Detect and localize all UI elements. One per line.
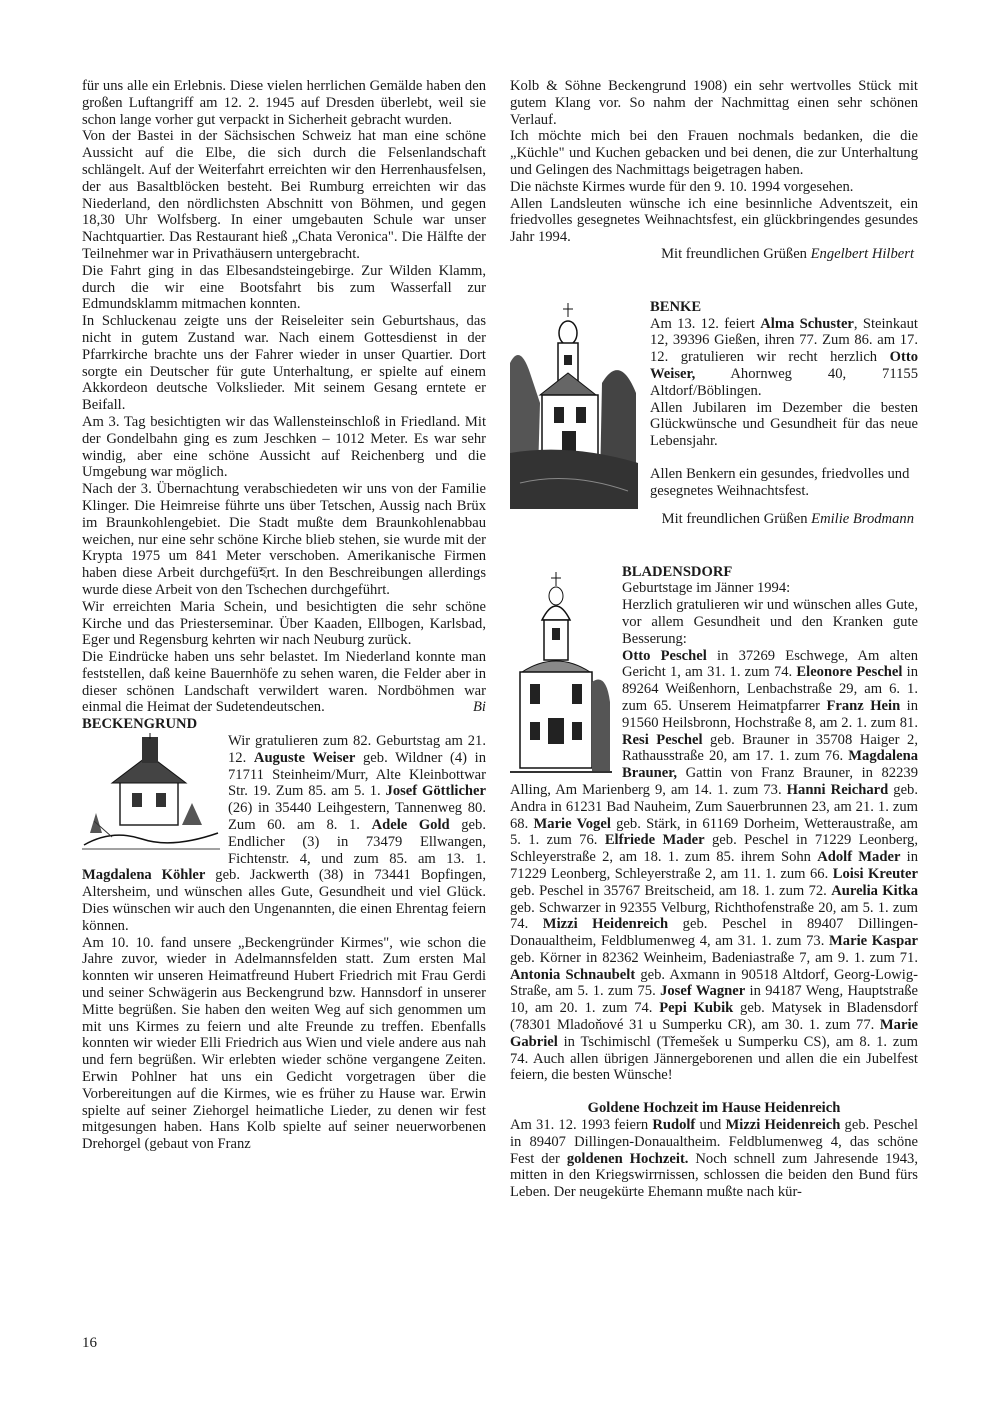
paragraph: Wir erreichten Maria Schein, und besichtigten die sehr schöne Kirche und das Priesterseminar. Über Kaaden, Ellbogen, Karlsbad, Eger und Regensburg kehrten wir nach Neuburg zurück.	[82, 598, 486, 649]
paragraph: für uns alle ein Erlebnis. Diese vielen herrlichen Gemälde haben den großen Luftangriff am 12. 2. 1945 auf Dresden überlebt, weil sie schon lange vorher gut verpackt in Sicherheit gebracht wurden.	[82, 78, 486, 128]
paragraph: Herzlich gratulieren wir und wünschen alles Gute, vor allem Gesundheit und den Kranken gute Besserung:	[622, 597, 918, 647]
paragraph: Nach der 3. Übernachtung verabschiedeten wir uns von der Familie Klinger. Die Heimreise führte uns über Tetschen, Aussig nach Brüx im Braunkohlengebiet. Die Stadt mußte dem Braunkohlenabbau weichen, nur eine sehr schöne Kirche blieb stehen, sie wurde mit der Krypta 1975 um 841 Meter verschoben. Amerikanische Firmen haben diese Arbeit durchgefüহrt. In den Beschreibungen allerdings wurde diese Arbeit von den Tschechen durchgeführt.	[82, 481, 486, 598]
chapel-drawing	[82, 733, 220, 851]
church-drawing	[510, 303, 638, 509]
person-name: Auguste Weiser	[253, 749, 356, 766]
emphasis: goldenen Hochzeit.	[566, 1150, 689, 1167]
signer-name: Emilie Brodmann	[811, 510, 914, 527]
person-name: Hanni Reichard	[786, 781, 889, 798]
signer-name: Engelbert Hilbert	[810, 245, 914, 262]
paragraph: Kolb & Söhne Beckengrund 1908) ein sehr wertvolles Stück mit gutem Klang vor. So nahm der Nachmittag einen sehr schönen Verlauf.	[510, 78, 918, 128]
benke-birthdays: Am 13. 12. feiert Alma Schuster, Steinkaut 12, 39396 Gießen, ihren 77. Zum 86. am 17. 12. gratulieren wir recht herzlich Otto Weiser, Ahornweg 40, 71155 Altdorf/Böblingen.	[650, 315, 918, 399]
church-tower-illustration	[510, 572, 614, 782]
person-name: Pepi Kubik	[659, 1000, 734, 1017]
person-name: Antonia Schnaubelt	[510, 966, 636, 983]
left-column	[82, 78, 486, 1153]
person-name: Loisi Kreuter	[832, 865, 918, 882]
person-name: Elfriede Mader	[604, 832, 705, 849]
benke-section	[510, 299, 918, 528]
bladensdorf-section	[510, 564, 918, 1085]
page-number: 16	[82, 1335, 97, 1351]
section-heading-bladensdorf: BLADENSDORF	[622, 563, 733, 580]
person-name: Magdalena Köhler	[82, 867, 206, 884]
signature-line: Mit freundlichen Grüßen Emilie Brodmann	[661, 510, 914, 527]
beckengrund-birthdays: Wir gratulieren zum 82. Geburtstag am 21. 12. Auguste Weiser geb. Wildner (4) in 71711 Steinheim/Murr, Alte Kleinbottwar Str. 19. Zum 85. am 5. 1. Josef Göttlicher (26) in 35440 Leihgestern, Tannenweg 80. Zum 60. am 8. 1. Adele Gold geb. Endlicher (3) in 73479 Ellwangen, Fichtenstr. 4, und zum 85. am 13. 1. Magdalena Köhler geb. Jackwerth (38) in 73441 Bopfingen, Altersheim, und wünschen alles Gute, Gesundheit und viel Glück. Dies wünschen wir auch den Ungenannten, die einen Ehrentag feiern können.	[82, 733, 486, 934]
section-heading-goldene-hochzeit: Goldene Hochzeit im Hause Heidenreich	[587, 1100, 841, 1117]
person-name: Marie Gabriel	[510, 1017, 918, 1050]
paragraph: Ich möchte mich bei den Frauen nochmals bedanken, die die „Küchle" und Kuchen gebacken und bei denen, die zur Unterhaltung und Gelingen des Nachmittags beigetragen haben.	[510, 128, 918, 178]
paragraph: Die nächste Kirmes wurde für den 9. 10. 1994 vorgesehen.	[510, 178, 854, 195]
paragraph: Am 31. 12. 1993 feiern Rudolf und Mizzi Heidenreich geb. Peschel in 89407 Dillingen-Donaualtheim. Feldblumenweg 4, das schöne Fest der goldenen Hochzeit. Noch schnell zum Jahresende 1943, mitten in den Kriegswirrnissen, schlossen die beiden den Bund fürs Leben. Der neugekürte Ehemann mußte nach kür-	[510, 1117, 918, 1201]
paragraph: In Schluckenau zeigte uns der Reiseleiter sein Geburtshaus, das nicht in gutem Zustand war. Nach einem Gottesdienst in der Pfarrkirche brachte uns der Fahrer wieder in unser Quartier. Dort sorgte ein Deutscher für gute Unterhaltung, er spielte auf einem Akkordeon deutsche Volkslieder. Mit seinem Gesang erntete er Beifall.	[82, 313, 486, 414]
chapel-illustration	[82, 733, 222, 853]
paragraph-text: Die Eindrücke haben uns sehr belastet. Im Niederland konnte man feststellen, daß keine Bauernhöfe zu sehen waren, die Felder aber in dieser schönen Landschaft verwildert waren. Nordböhmen war einmal die Heimat der Sudetendeutschen.	[82, 649, 486, 716]
person-name: Adolf Mader	[817, 849, 901, 866]
subheading: Geburtstage im Jänner 1994:	[622, 580, 791, 597]
person-name: Eleonore Peschel	[796, 664, 903, 681]
person-name: Otto Peschel	[622, 647, 707, 664]
author-initials: Bi	[473, 699, 486, 716]
paragraph: Allen Benkern ein gesundes, friedvolles und gesegnetes Weihnachtsfest.	[650, 465, 910, 499]
paragraph: Allen Jubilaren im Dezember die besten Glückwünsche und Gesundheit für das neue Lebensjahr.	[650, 399, 918, 450]
signature-line: Mit freundlichen Grüßen Engelbert Hilbert	[661, 245, 914, 262]
paragraph: Allen Landsleuten wünsche ich eine besinnliche Adventszeit, ein friedvolles gesegnetes Weihnachtsfest, ein glückbringendes gesundes Jahr 1994.	[510, 195, 918, 246]
goldene-hochzeit-section	[510, 1100, 918, 1201]
paragraph: Die Fahrt ging in das Elbesandsteingebirge. Zur Wilden Klamm, durch die wir eine Bootsfahrt bis zum Wasserfall zur Edmundsklamm mitmachen konnten.	[82, 262, 486, 313]
person-name: Josef Wagner	[660, 983, 746, 1000]
person-name: Marie Vogel	[533, 815, 611, 832]
person-name: Franz Hein	[826, 697, 901, 714]
church-illustration	[510, 303, 640, 511]
person-name: Aurelia Kitka	[831, 882, 918, 899]
person-name: Magdalena Brauner,	[622, 748, 918, 782]
person-name: Marie Kaspar	[829, 933, 918, 950]
person-name: Adele Gold	[371, 817, 450, 834]
person-name: Mizzi Heidenreich	[542, 916, 669, 933]
person-name: Otto Weiser,	[650, 349, 918, 382]
paragraph	[82, 649, 486, 716]
person-name: Josef Göttlicher	[385, 783, 486, 800]
church-tower-drawing	[510, 572, 612, 780]
paragraph: Am 10. 10. fand unsere „Beckengründer Kirmes", wie schon die Jahre zuvor, wieder in Adelmannsfelden statt. Zum ersten Mal konnten wir unseren Heimatfreund Hubert Friedrich mit Frau Gerdi und seiner Schwägerin aus Beckengrund bzw. Hannsdorf in unserer Mitte begrüßen. Sie haben den weiten Weg auf sich genommen um mit uns Kirmes zu feiern und alte Freunde zu treffen. Ebenfalls konnten wir wieder Elli Friedrich aus Wien und viele andere aus nah und fern begrüßen. Wir erlebten wieder schöne vergangene Zeiten. Erwin Pohlner hat uns ein Gedicht vorgetragen über die Vorbereitungen auf die Kirmes, wie es früher zu Hause war. Erwin spielte auf seiner Ziehorgel heimatliche Lieder, zu denen wir fest mitgesungen haben. Hans Kolb spielte auf seiner neuerworbenen Drehorgel (gebaut von Franz	[82, 934, 486, 1153]
bladensdorf-birthdays: Otto Peschel in 37269 Eschwege, Am alten Gericht 1, am 31. 1. zum 74. Eleonore Peschel in 89264 Weißenhorn, Lenbachstraße 29, am 6. 1. zum 65. Unserem Heimatpfarrer Franz Hein in 91560 Heilsbronn, Hochstraße 8, am 2. 1. zum 81. Resi Peschel geb. Brauner in 35708 Haiger 2, Rathausstraße 20, am 17. 1. zum 76. Magdalena Brauner, Gattin von Franz Brauner, in 82239 Alling, Am Marienberg 9, am 14. 1. zum 73. Hanni Reichard geb. Andra in 61231 Bad Nauheim, Zum Sauerbrunnen 23, am 21. 1. zum 68. Marie Vogel geb. Stärk, in 61169 Dorheim, Wetteraustraße, am 5. 1. zum 76. Elfriede Mader geb. Peschel in 71229 Leonberg, Schleyerstraße 2, am 18. 1. zum 85. ihrem Sohn Adolf Mader in 71229 Leonberg, Schleyerstraße 2, am 11. 1. zum 66. Loisi Kreuter geb. Peschel in 35767 Breitscheid, am 18. 1. zum 72. Aurelia Kitka geb. Schwarzer in 92355 Velburg, Richthofenstraße 20, am 5. 1. zum 74. Mizzi Heidenreich geb. Peschel in 89407 Dillingen-Donaualtheim, Feldblumenweg 4, am 31. 1. zum 73. Marie Kaspar geb. Körner in 82362 Weinheim, Badeniastraße 7, am 9. 1. zum 71. Antonia Schnaubelt geb. Axmann in 90518 Altdorf, Georg-Lowig-Straße, am 5. 1. zum 75. Josef Wagner in 94187 Weng, Hauptstraße 10, am 20. 1. zum 74. Pepi Kubik geb. Matysek in Bladensdorf (78301 Mladoňové 31 u Sumperku CR), am 30. 1. zum 77. Marie Gabriel in Tschimischl (Třemešek u Sumperku CS), am 8. 1. zum 74. Auch allen übrigen Jännergeborenen und allen die ein Jubelfest feiern, die besten Wünsche!	[510, 647, 919, 1084]
beckengrund-section	[82, 733, 486, 1153]
person-name: Rudolf	[652, 1117, 696, 1134]
person-name: Resi Peschel	[622, 731, 703, 748]
paragraph: Am 3. Tag besichtigten wir das Wallensteinschloß in Friedland. Mit der Gondelbahn ging es zum Jeschken – 1012 Meter. Es war sehr windig, aber eine schöne Aussicht auf Reichenberg und die Umgebung war möglich.	[82, 413, 486, 481]
person-name: Alma Schuster	[760, 315, 854, 332]
right-column	[510, 78, 918, 1201]
section-heading-beckengrund: BECKENGRUND	[82, 716, 198, 733]
paragraph: Von der Bastei in der Sächsischen Schweiz hat man eine schöne Aussicht auf die Elbe, die sich durch die Felsenlandschaft schlängelt. Auf der Weiterfahrt erreichten wir den Herrenhausfelsen, der aus Basaltblöcken besteht. Bei Rumburg erreichten wir das Niederland, den nördlichsten Abschnitt von Böhmen, und gegen 18,30 Uhr Wolfsberg. In einer umgebauten Schule war unser Nachtquartier. Das Restaurant hieß „Chata Veronica". Die Hälfte der Teilnehmer war in Privathäusern untergebracht.	[82, 128, 486, 262]
person-name: Mizzi Heidenreich	[725, 1117, 841, 1134]
section-heading-benke: BENKE	[650, 298, 702, 315]
